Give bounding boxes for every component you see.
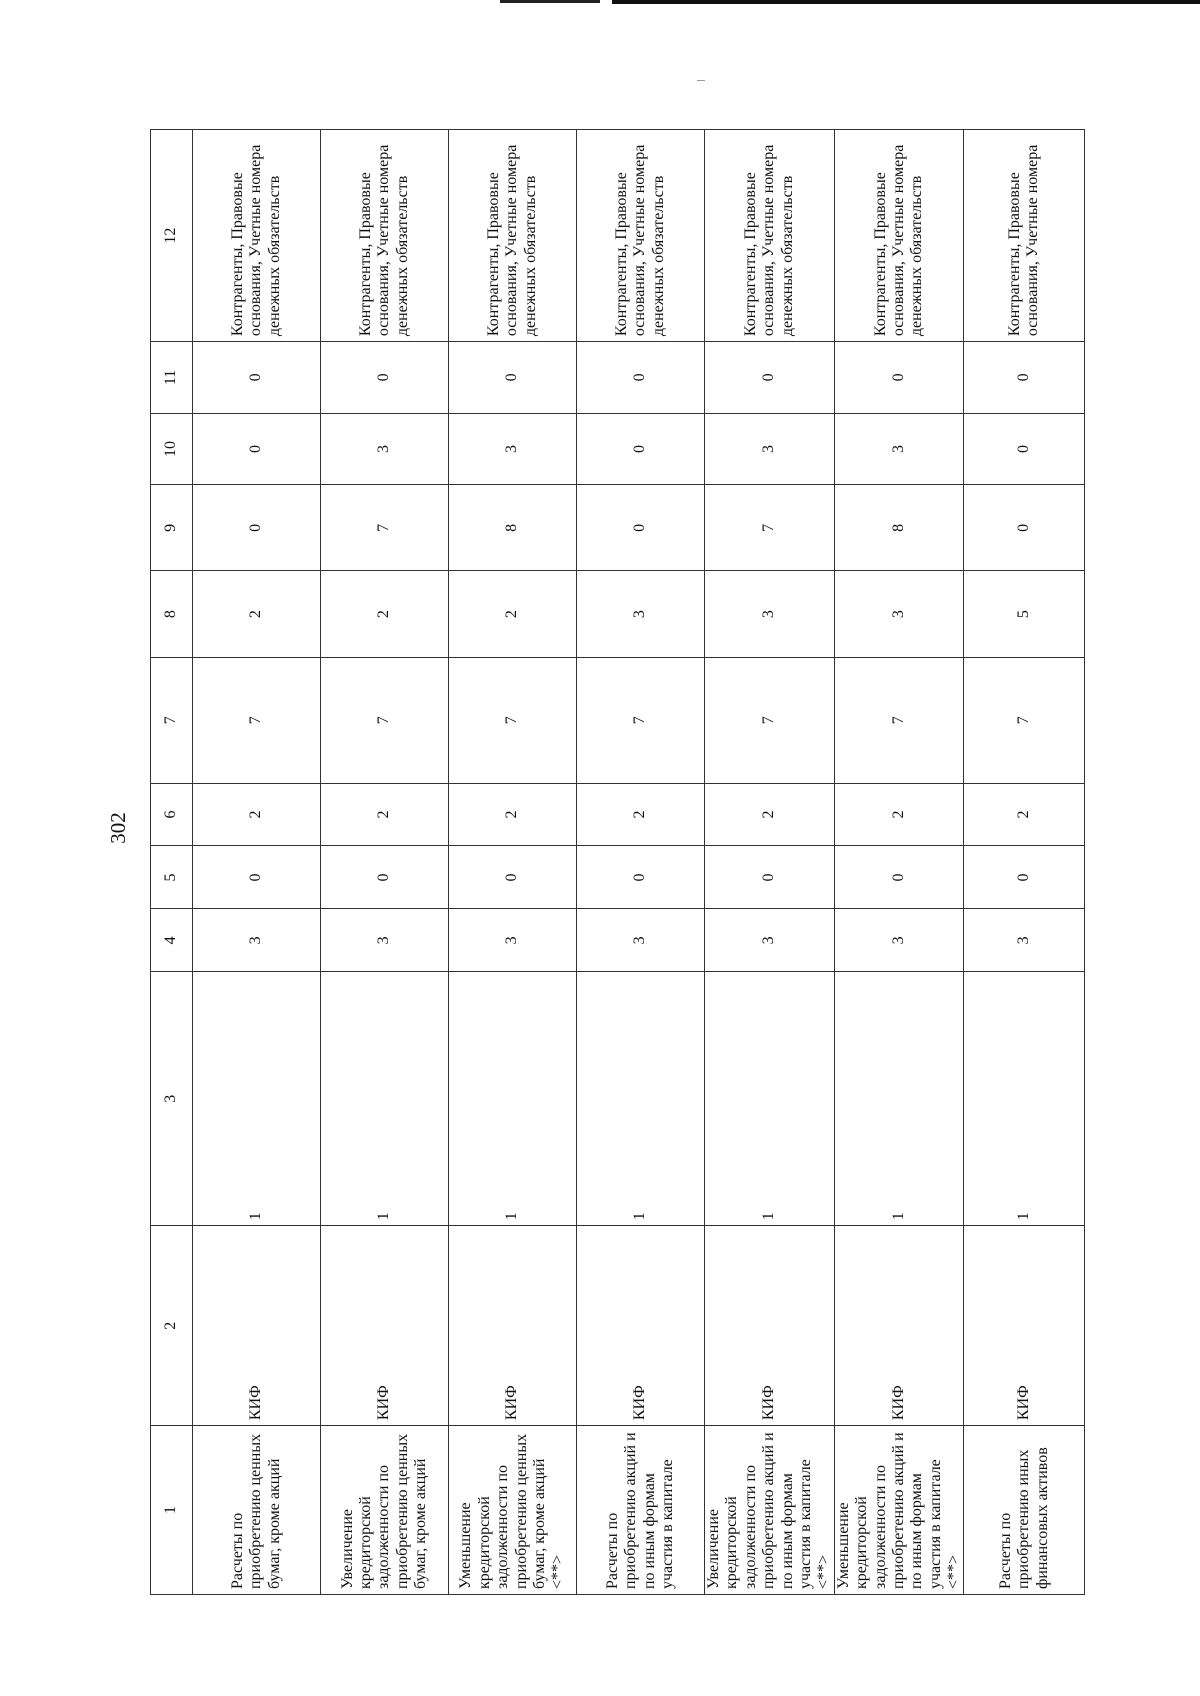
row-name-cell: Расчеты по приобретению ценных бумаг, кроме акций <box>193 1426 321 1595</box>
header-cell: 1 <box>151 1426 193 1595</box>
value-cell: 2 <box>193 783 321 846</box>
value-cell: 0 <box>577 413 705 485</box>
row-name-cell: Уменьшение кредиторской задолженности по приобретению ценных бумаг, кроме акций <**> <box>449 1426 577 1595</box>
value-cell: 1 <box>834 972 964 1226</box>
table-row <box>705 130 835 1595</box>
value-cell: 0 <box>964 413 1085 485</box>
row-code-cell: КИФ <box>834 1226 964 1426</box>
value-cell: 2 <box>834 783 964 846</box>
top-rule <box>500 0 600 3</box>
row-name-cell: Увеличение кредиторской задолженности по приобретению ценных бумаг, кроме акций <box>321 1426 449 1595</box>
value-cell: 0 <box>193 485 321 571</box>
value-cell: 0 <box>321 342 449 414</box>
value-cell: 7 <box>321 657 449 783</box>
value-cell: 0 <box>834 846 964 909</box>
table-row <box>321 130 449 1595</box>
header-cell: 4 <box>151 909 193 972</box>
value-cell: 1 <box>449 972 577 1226</box>
value-cell: 7 <box>193 657 321 783</box>
value-cell: 3 <box>449 413 577 485</box>
value-cell: 1 <box>577 972 705 1226</box>
row-code-cell: КИФ <box>705 1226 835 1426</box>
value-cell: 8 <box>449 485 577 571</box>
value-cell: 7 <box>449 657 577 783</box>
row-code-cell: КИФ <box>193 1226 321 1426</box>
value-cell: 0 <box>964 846 1085 909</box>
row-code-cell: КИФ <box>577 1226 705 1426</box>
value-cell: 7 <box>577 657 705 783</box>
value-cell: 2 <box>449 783 577 846</box>
value-cell: 8 <box>834 485 964 571</box>
value-cell: 7 <box>964 657 1085 783</box>
value-cell: 3 <box>834 413 964 485</box>
analytics-cell: Контрагенты, Правовые основания, Учетные номера денежных обязательств <box>577 130 705 342</box>
value-cell: 2 <box>321 571 449 657</box>
header-cell: 7 <box>151 657 193 783</box>
header-cell: 12 <box>151 130 193 342</box>
value-cell: 0 <box>321 846 449 909</box>
row-name-cell: Уменьшение кредиторской задолженности по приобретению акций и по иным формам участия в капитале <**> <box>834 1426 964 1595</box>
value-cell: 0 <box>705 846 835 909</box>
row-name-cell: Расчеты по приобретению иных финансовых активов <box>964 1426 1085 1595</box>
table-row <box>449 130 577 1595</box>
row-name-cell: Увеличение кредиторской задолженности по приобретению акций и по иным формам участия в капитале <**> <box>705 1426 835 1595</box>
value-cell: 2 <box>193 571 321 657</box>
value-cell: 2 <box>449 571 577 657</box>
top-rule <box>612 0 1200 4</box>
analytics-cell: Контрагенты, Правовые основания, Учетные номера денежных обязательств <box>834 130 964 342</box>
row-code-cell: КИФ <box>964 1226 1085 1426</box>
header-cell: 6 <box>151 783 193 846</box>
value-cell: 3 <box>964 909 1085 972</box>
value-cell: 1 <box>705 972 835 1226</box>
value-cell: 3 <box>705 413 835 485</box>
table-row <box>964 130 1085 1595</box>
value-cell: 3 <box>321 413 449 485</box>
header-cell: 8 <box>151 571 193 657</box>
table-row <box>577 130 705 1595</box>
value-cell: 7 <box>705 657 835 783</box>
value-cell: 2 <box>964 783 1085 846</box>
value-cell: 7 <box>321 485 449 571</box>
accounting-table <box>150 129 1085 1595</box>
header-cell: 5 <box>151 846 193 909</box>
value-cell: 3 <box>193 909 321 972</box>
value-cell: 0 <box>964 342 1085 414</box>
value-cell: 2 <box>321 783 449 846</box>
value-cell: 3 <box>449 909 577 972</box>
table-row <box>834 130 964 1595</box>
header-cell: 11 <box>151 342 193 414</box>
value-cell: 0 <box>705 342 835 414</box>
value-cell: 3 <box>705 571 835 657</box>
analytics-cell: Контрагенты, Правовые основания, Учетные номера денежных обязательств <box>193 130 321 342</box>
page-number: 302 <box>106 812 130 844</box>
value-cell: 7 <box>834 657 964 783</box>
header-cell: 10 <box>151 413 193 485</box>
value-cell: 1 <box>321 972 449 1226</box>
value-cell: 0 <box>449 846 577 909</box>
table-row <box>193 130 321 1595</box>
header-row <box>151 130 193 1595</box>
value-cell: 0 <box>193 413 321 485</box>
value-cell: 1 <box>964 972 1085 1226</box>
header-cell: 9 <box>151 485 193 571</box>
value-cell: 3 <box>577 909 705 972</box>
row-name-cell: Расчеты по приобретению акций и по иным формам участия в капитале <box>577 1426 705 1595</box>
header-cell: 3 <box>151 972 193 1226</box>
value-cell: 3 <box>834 909 964 972</box>
header-cell: 2 <box>151 1226 193 1426</box>
value-cell: 3 <box>834 571 964 657</box>
value-cell: 0 <box>193 342 321 414</box>
analytics-cell: Контрагенты, Правовые основания, Учетные номера денежных обязательств <box>449 130 577 342</box>
value-cell: 3 <box>577 571 705 657</box>
analytics-cell: Контрагенты, Правовые основания, Учетные номера <box>964 130 1085 342</box>
value-cell: 2 <box>577 783 705 846</box>
row-code-cell: КИФ <box>449 1226 577 1426</box>
value-cell: 3 <box>705 909 835 972</box>
analytics-cell: Контрагенты, Правовые основания, Учетные номера денежных обязательств <box>321 130 449 342</box>
value-cell: 0 <box>449 342 577 414</box>
row-code-cell: КИФ <box>321 1226 449 1426</box>
analytics-cell: Контрагенты, Правовые основания, Учетные номера денежных обязательств <box>705 130 835 342</box>
value-cell: 0 <box>577 846 705 909</box>
value-cell: 2 <box>705 783 835 846</box>
value-cell: 0 <box>834 342 964 414</box>
value-cell: 0 <box>577 342 705 414</box>
value-cell: 0 <box>577 485 705 571</box>
value-cell: 7 <box>705 485 835 571</box>
scan-mark <box>697 80 705 81</box>
rotated-table-container <box>150 129 1081 1595</box>
value-cell: 0 <box>964 485 1085 571</box>
value-cell: 3 <box>321 909 449 972</box>
value-cell: 1 <box>193 972 321 1226</box>
value-cell: 5 <box>964 571 1085 657</box>
value-cell: 0 <box>193 846 321 909</box>
